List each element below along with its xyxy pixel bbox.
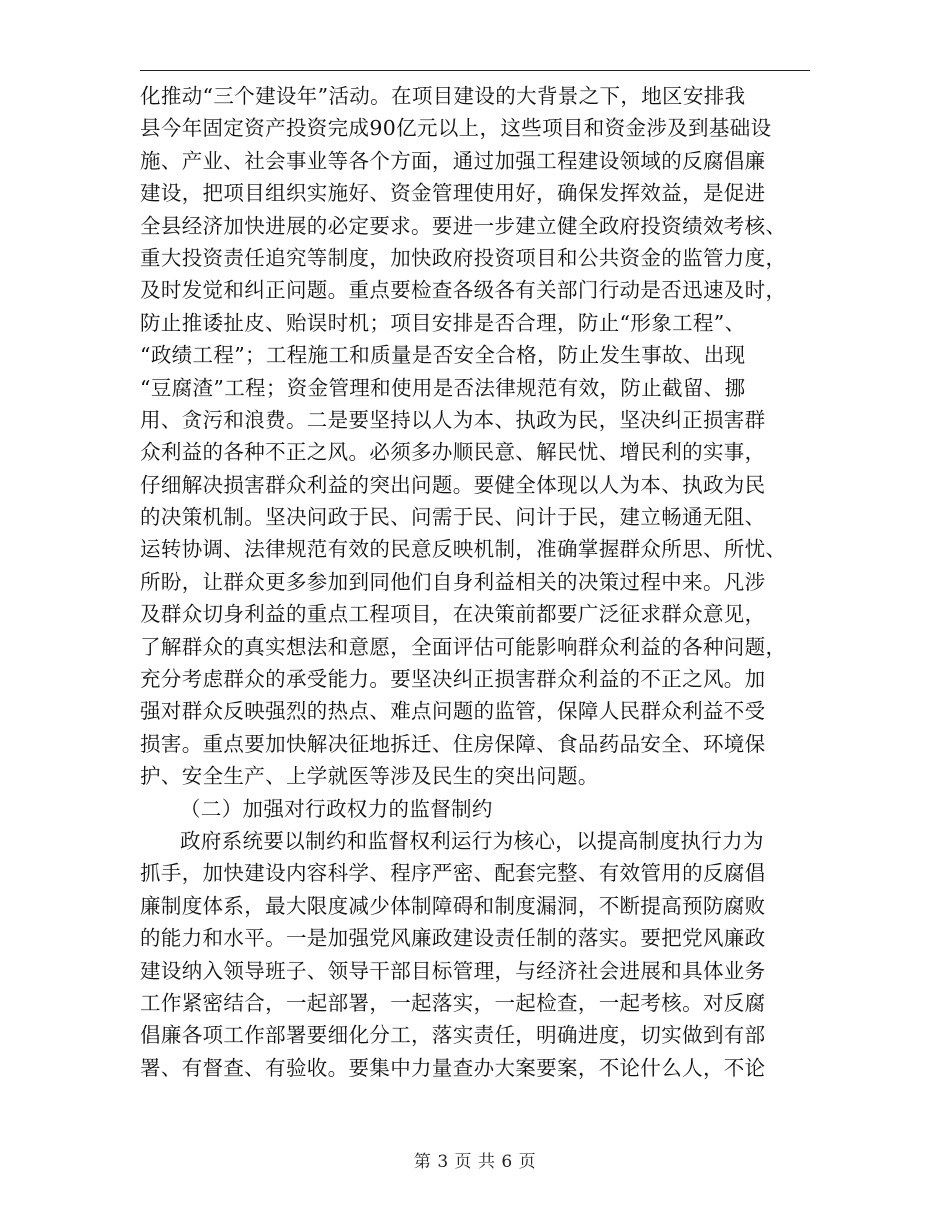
body-line-26: 的能力和水平。一是加强党风廉政建设责任制的落实。要把党风廉政 (140, 926, 766, 951)
body-line-14: 的决策机制。坚决问政于民、问需于民、问计于民，建立畅通无阻、 (140, 505, 766, 530)
body-line-17: 及群众切身利益的重点工程项目，在决策前都要广泛征求群众意见， (140, 602, 766, 627)
body-line-22: 护、安全生产、上学就医等涉及民生的突出问题。 (140, 764, 599, 789)
body-line-6: 重大投资责任追究等制度，加快政府投资项目和公共资金的监管力度， (140, 245, 787, 270)
header-rule (140, 70, 810, 71)
body-line-10: “豆腐渣”工程；资金管理和使用是否法律规范有效，防止截留、挪 (140, 375, 746, 400)
body-line-25: 廉制度体系，最大限度减少体制障碍和制度漏洞，不断提高预防腐败 (140, 893, 766, 918)
body-line-28: 工作紧密结合，一起部署，一起落实，一起检查，一起考核。对反腐 (140, 990, 766, 1015)
body-line-21: 损害。重点要加快解决征地拆迁、住房保障、食品药品安全、环境保 (140, 731, 766, 756)
body-line-20: 强对群众反映强烈的热点、难点问题的监管，保障人民群众利益不受 (140, 699, 766, 724)
body-line-11: 用、贪污和浪费。二是要坚持以人为本、执政为民，坚决纠正损害群 (140, 407, 766, 432)
body-line-16: 所盼，让群众更多参加到同他们自身利益相关的决策过程中来。凡涉 (140, 569, 766, 594)
body-line-1: 化推动“三个建设年”活动。在项目建设的大背景之下，地区安排我 (140, 84, 746, 108)
body-line-8: 防止推诿扯皮、贻误时机；项目安排是否合理，防止“形象工程”、 (140, 310, 746, 335)
body-line-29: 倡廉各项工作部署要细化分工，落实责任，明确进度，切实做到有部 (140, 1023, 766, 1048)
body-line-4: 建设，把项目组织实施好、资金管理使用好，确保发挥效益，是促进 (140, 181, 766, 206)
body-line-18: 了解群众的真实想法和意愿，全面评估可能影响群众利益的各种问题， (140, 634, 787, 659)
body-line-3: 施、产业、社会事业等各个方面，通过加强工程建设领域的反腐倡廉 (140, 148, 766, 173)
body-line-9: “政绩工程”；工程施工和质量是否安全合格，防止发生事故、出现 (140, 343, 746, 368)
body-line-27: 建设纳入领导班子、领导干部目标管理，与经济社会进展和具体业务 (140, 958, 766, 983)
body-line-30: 署、有督查、有验收。要集中力量查办大案要案，不论什么人，不论 (140, 1055, 766, 1080)
body-line-7: 及时发觉和纠正问题。重点要检查各级各有关部门行动是否迅速及时， (140, 278, 787, 303)
body-line-13: 仔细解决损害群众利益的突出问题。要健全体现以人为本、执政为民 (140, 472, 766, 497)
body-line-24: 抓手，加快建设内容科学、程序严密、配套完整、有效管用的反腐倡 (140, 861, 766, 886)
page-number-footer: 第 3 页 共 6 页 (413, 1152, 537, 1172)
body-line-19: 充分考虑群众的承受能力。要坚决纠正损害群众利益的不正之风。加 (140, 667, 766, 692)
body-line-2: 县今年固定资产投资完成90亿元以上，这些项目和资金涉及到基础设 (140, 116, 772, 141)
document-body (140, 80, 816, 1084)
body-line-12: 众利益的各种不正之风。必须多办顺民意、解民忧、增民利的实事， (140, 440, 766, 465)
section-heading: （二）加强对行政权力的监督制约 (180, 796, 493, 821)
body-line-5: 全县经济加快进展的必定要求。要进一步建立健全政府投资绩效考核、 (140, 213, 787, 238)
body-line-15: 运转协调、法律规范有效的民意反映机制，准确掌握群众所思、所忧、 (140, 537, 787, 562)
body-line-23: 政府系统要以制约和监督权利运行为核心，以提高制度执行力为 (180, 828, 764, 853)
